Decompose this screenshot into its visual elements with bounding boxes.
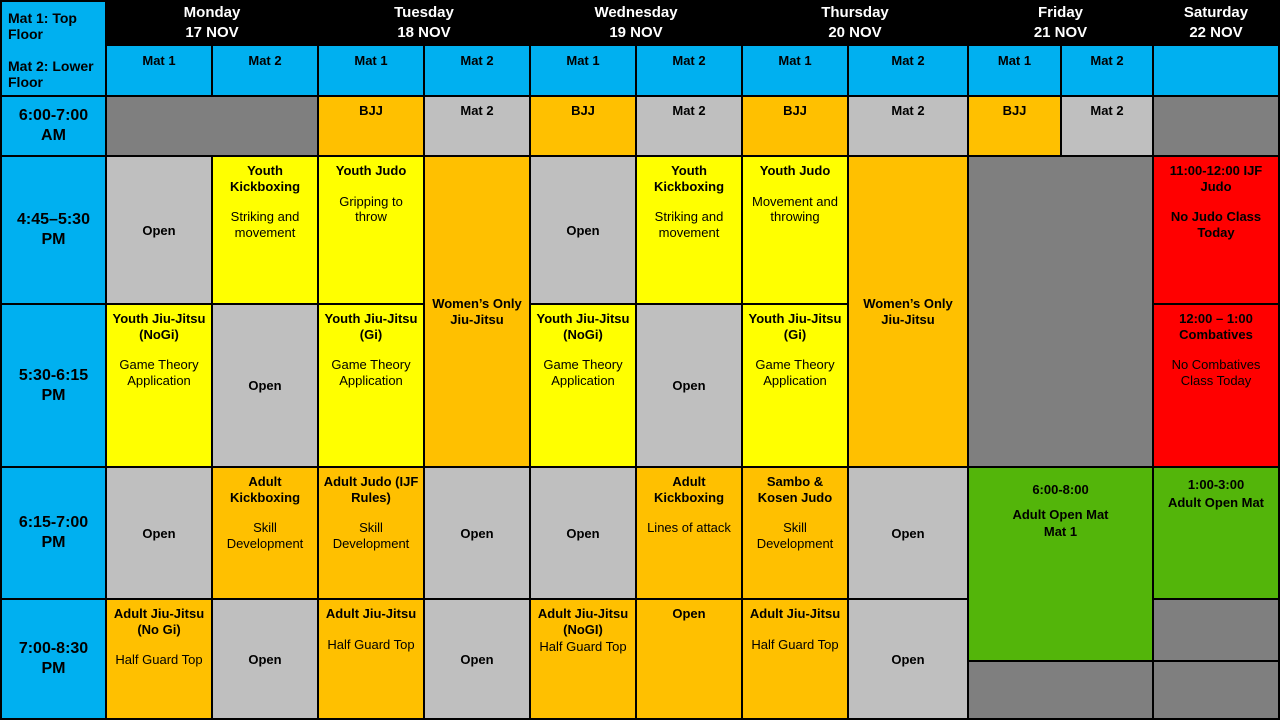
day-name: Saturday (1183, 3, 1249, 21)
cell-friday-mat1-600am (969, 97, 1060, 155)
class-subtitle: Half Guard Top (751, 636, 839, 652)
class-title: BJJ (1002, 103, 1027, 118)
class-subtitle: Gripping to throw (339, 193, 403, 225)
mat-header-friday-mat2 (1062, 46, 1152, 95)
legend-line-1: Mat 1: Top Floor (8, 10, 77, 43)
cell-tuesday-mat1-615pm (319, 468, 423, 598)
cell-thursday-mat2-600am (849, 97, 967, 155)
cell-wednesday-mat2-600am (637, 97, 741, 155)
cell-monday-mat2-445pm (213, 157, 317, 303)
class-title: Mat 2 (891, 103, 925, 118)
cell-wednesday-mat1-600am (531, 97, 635, 155)
class-title: Women’s Only Jiu-Jitsu (432, 295, 522, 327)
day-date: 19 NOV (609, 24, 663, 41)
cell-friday-445-615pm-closed (969, 157, 1152, 466)
cell-monday-mat1-615pm (107, 468, 211, 598)
open-label: Open (891, 525, 925, 541)
class-title: 6:00-8:00 (1032, 482, 1089, 497)
class-title: Mat 2 (672, 103, 706, 118)
mat-legend (2, 2, 105, 95)
cell-monday-mat1-445pm (107, 157, 211, 303)
cell-thursday-mat1-700pm (743, 600, 847, 718)
class-title: Sambo & Kosen Judo (757, 474, 833, 505)
mat-label: Mat 2 (1090, 53, 1124, 68)
class-subtitle: Skill Development (332, 520, 410, 551)
cell-tuesday-mat2-615pm (425, 468, 529, 598)
class-subtitle: Half Guard Top (539, 639, 627, 655)
day-date: 17 NOV (185, 24, 239, 41)
cell-friday-mat2-600am (1062, 97, 1152, 155)
open-label: Open (248, 378, 282, 393)
day-date: 22 NOV (1189, 24, 1243, 41)
class-title: Youth Jiu-Jitsu (NoGi) (112, 311, 206, 342)
cell-monday-mat2-530pm (213, 305, 317, 466)
day-name: Friday (1037, 3, 1083, 21)
class-subtitle: Game Theory Application (331, 357, 411, 388)
class-title: BJJ (783, 103, 807, 118)
class-subtitle: Striking and movement (230, 209, 300, 240)
cell-saturday-700pm-closed (1154, 600, 1278, 660)
class-title: Adult Judo (IJF Rules) (323, 474, 419, 505)
day-date: 21 NOV (1033, 24, 1088, 41)
mat-label: Mat 1 (142, 53, 176, 68)
class-subtitle: Skill Development (756, 520, 834, 551)
day-header-thursday (743, 2, 967, 44)
mat-header-tuesday-mat1 (319, 46, 423, 95)
class-subtitle-2: Mat 1 (1043, 524, 1078, 540)
cell-saturday-adult-open-mat (1154, 468, 1278, 598)
mat-header-wednesday-mat2 (637, 46, 741, 95)
legend-line-2: Mat 2: Lower Floor (8, 58, 94, 91)
class-subtitle: Game Theory Application (755, 357, 835, 388)
day-name: Thursday (821, 3, 889, 21)
mat-header-wednesday-mat1 (531, 46, 635, 95)
mat-header-monday-mat2 (213, 46, 317, 95)
day-date: 18 NOV (397, 24, 451, 41)
mat-label: Mat 1 (997, 53, 1032, 68)
day-name: Wednesday (594, 3, 678, 21)
class-subtitle: Movement and throwing (752, 193, 838, 225)
class-title: 1:00-3:00 (1187, 477, 1245, 492)
class-title: BJJ (571, 103, 595, 118)
cell-wednesday-mat2-700pm (637, 600, 741, 718)
cell-monday-mat1-700pm (107, 600, 211, 718)
class-subtitle: Half Guard Top (115, 652, 203, 668)
open-label: Open (460, 651, 494, 667)
class-title: Adult Kickboxing (653, 474, 725, 505)
cell-thursday-mat2-700pm (849, 600, 967, 718)
class-subtitle: Adult Open Mat (1012, 506, 1109, 522)
time-slot-600-700am (2, 97, 105, 155)
day-name: Tuesday (394, 3, 454, 21)
mat-header-thursday-mat2 (849, 46, 967, 95)
cell-thursday-mat1-600am (743, 97, 847, 155)
open-label: Open (248, 651, 282, 667)
mat-label: Mat 1 (354, 53, 388, 68)
open-label: Open (672, 378, 706, 393)
mat-header-friday-mat1 (969, 46, 1060, 95)
mat-label: Mat 2 (460, 53, 494, 68)
class-subtitle: Lines of attack (647, 520, 731, 536)
class-title: Mat 2 (460, 103, 494, 118)
day-header-tuesday (319, 2, 529, 44)
mat-label: Mat 1 (778, 53, 812, 68)
open-label: Open (460, 525, 494, 541)
class-title: Adult Jiu-Jitsu (NoGI) (537, 606, 629, 637)
mat-header-saturday-empty (1154, 46, 1278, 95)
class-subtitle: No Combatives Class Today (1171, 357, 1261, 388)
class-subtitle: Half Guard Top (327, 636, 415, 652)
class-title: Youth Jiu-Jitsu (Gi) (324, 311, 418, 342)
class-title: Youth Jiu-Jitsu (Gi) (748, 311, 842, 342)
day-name: Monday (183, 3, 241, 21)
class-title: 11:00-12:00 IJF Judo (1169, 163, 1263, 194)
cell-wednesday-mat1-445pm (531, 157, 635, 303)
class-title: Adult Kickboxing (229, 474, 301, 505)
open-label: Open (672, 606, 706, 621)
cell-tuesday-mat2-600am (425, 97, 529, 155)
day-header-monday (107, 2, 317, 44)
class-subtitle: Game Theory Application (119, 357, 199, 388)
time-slot-615-700pm (2, 468, 105, 598)
cell-wednesday-mat2-445pm (637, 157, 741, 303)
open-label: Open (142, 222, 176, 238)
class-subtitle: Striking and movement (654, 209, 724, 240)
class-title: Mat 2 (1090, 103, 1124, 118)
cell-saturday-combatives-notice (1154, 305, 1278, 466)
mat-header-tuesday-mat2 (425, 46, 529, 95)
class-title: Youth Judo (335, 163, 407, 178)
cell-tuesday-mat2-womens-only (425, 157, 529, 466)
cell-saturday-600am-closed (1154, 97, 1278, 155)
cell-wednesday-mat1-700pm (531, 600, 635, 718)
time-label: 4:45–5:30 PM (17, 211, 90, 248)
time-label: 6:00-7:00 AM (18, 107, 89, 144)
day-date: 20 NOV (828, 24, 882, 41)
mat-label: Mat 2 (891, 53, 925, 68)
cell-saturday-late-closed (1154, 662, 1278, 718)
open-label: Open (142, 525, 176, 541)
time-label: 6:15-7:00 PM (18, 514, 89, 551)
class-subtitle: Skill Development (226, 520, 304, 551)
cell-monday-mat2-700pm (213, 600, 317, 718)
open-label: Open (566, 525, 600, 541)
time-slot-445-530pm (2, 157, 105, 303)
class-title: Youth Jiu-Jitsu (NoGi) (536, 311, 630, 342)
class-title: Adult Jiu-Jitsu (No Gi) (113, 606, 205, 637)
cell-friday-adult-open-mat (969, 468, 1152, 660)
cell-thursday-mat2-615pm (849, 468, 967, 598)
class-title: Youth Kickboxing (229, 163, 301, 194)
time-label: 7:00-8:30 PM (18, 640, 89, 677)
cell-thursday-mat2-womens-only (849, 157, 967, 466)
mat-header-monday-mat1 (107, 46, 211, 95)
class-title: 12:00 – 1:00 Combatives (1179, 311, 1253, 342)
cell-tuesday-mat1-530pm (319, 305, 423, 466)
class-title: Youth Judo (759, 163, 831, 178)
mat-label: Mat 1 (566, 53, 600, 68)
open-label: Open (566, 222, 600, 238)
class-title: BJJ (359, 103, 383, 118)
cell-wednesday-mat2-530pm (637, 305, 741, 466)
cell-thursday-mat1-530pm (743, 305, 847, 466)
mat-header-thursday-mat1 (743, 46, 847, 95)
cell-wednesday-mat1-615pm (531, 468, 635, 598)
class-title: Adult Jiu-Jitsu (749, 606, 841, 621)
cell-tuesday-mat1-600am (319, 97, 423, 155)
class-subtitle: No Judo Class Today (1170, 209, 1262, 240)
cell-tuesday-mat1-700pm (319, 600, 423, 718)
mat-label: Mat 2 (672, 53, 706, 68)
class-title: Youth Kickboxing (653, 163, 725, 194)
mat-label: Mat 2 (248, 53, 282, 68)
day-header-wednesday (531, 2, 741, 44)
time-label: 5:30-6:15 PM (18, 366, 89, 404)
cell-monday-mat1-530pm (107, 305, 211, 466)
time-slot-700-830pm (2, 600, 105, 718)
cell-monday-mat2-615pm (213, 468, 317, 598)
cell-tuesday-mat1-445pm (319, 157, 423, 303)
open-label: Open (891, 651, 925, 667)
day-header-saturday (1154, 2, 1278, 44)
cell-thursday-mat1-445pm (743, 157, 847, 303)
cell-wednesday-mat2-615pm (637, 468, 741, 598)
day-header-friday (969, 2, 1152, 44)
cell-friday-late-closed (969, 662, 1152, 718)
cell-tuesday-mat2-700pm (425, 600, 529, 718)
class-title: Adult Jiu-Jitsu (325, 606, 417, 621)
class-subtitle: Game Theory Application (543, 357, 623, 388)
cell-wednesday-mat1-530pm (531, 305, 635, 466)
time-slot-530-615pm (2, 305, 105, 466)
cell-thursday-mat1-615pm (743, 468, 847, 598)
class-subtitle: Adult Open Mat (1167, 494, 1265, 510)
cell-monday-600am-closed (107, 97, 317, 155)
class-title: Women’s Only Jiu-Jitsu (863, 295, 953, 327)
cell-saturday-ijf-judo-notice (1154, 157, 1278, 303)
